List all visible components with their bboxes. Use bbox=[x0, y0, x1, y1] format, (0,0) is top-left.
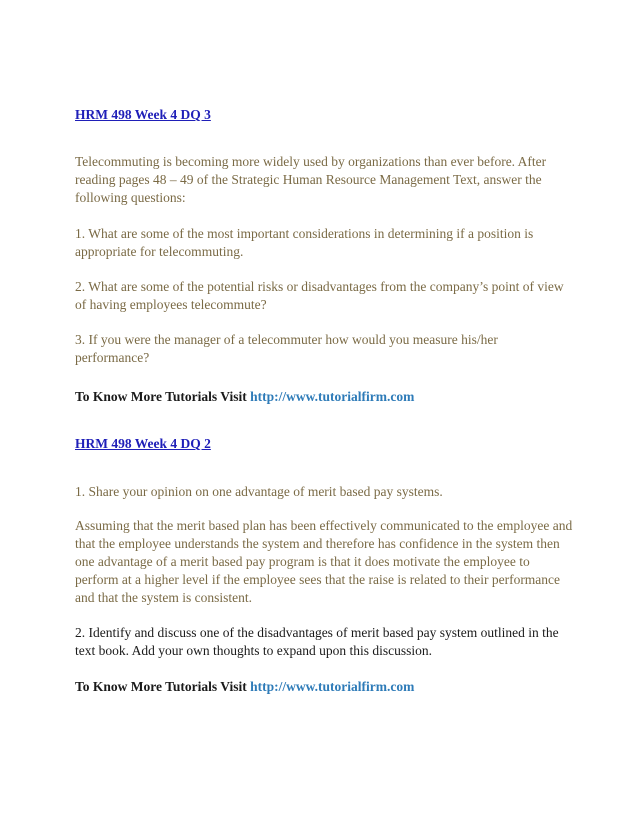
section1-cta-label: To Know More Tutorials Visit bbox=[75, 389, 247, 404]
section1-question-3: 3. If you were the manager of a telecommuter how would you measure his/her performance? bbox=[75, 332, 498, 365]
section2-heading: HRM 498 Week 4 DQ 2 bbox=[75, 436, 211, 451]
section1-question-1: 1. What are some of the most important considerations in determining if a position is appropriate for telecommuting. bbox=[75, 226, 534, 259]
section1-cta bbox=[75, 387, 575, 406]
section1-tutorial-link[interactable]: http://www.tutorialfirm.com bbox=[250, 389, 415, 404]
section2-answer: Assuming that the merit based plan has been effectively communicated to the employee and that the employee understands the system and therefore has confidence in the system then one advantage of a merit based pay program is that it does motivate the employee to perform at a higher level if the employee sees that the raise is related to their performance and that the system is consistent. bbox=[75, 518, 573, 605]
section2-question-1: 1. Share your opinion on one advantage of merit based pay systems. bbox=[75, 484, 443, 499]
section2-tutorial-link[interactable]: http://www.tutorialfirm.com bbox=[250, 679, 415, 694]
section2-cta-label: To Know More Tutorials Visit bbox=[75, 679, 247, 694]
section2-cta bbox=[75, 677, 575, 696]
section1-question-2: 2. What are some of the potential risks or disadvantages from the company’s point of view of having employees telecommute? bbox=[75, 279, 564, 312]
section1-intro: Telecommuting is becoming more widely used by organizations than ever before. After reading pages 48 – 49 of the Strategic Human Resource Management Text, answer the following questions: bbox=[75, 154, 547, 205]
section2-question-2: 2. Identify and discuss one of the disadvantages of merit based pay system outlined in the text book. Add your own thoughts to expand upon this discussion. bbox=[75, 625, 559, 658]
section1-heading: HRM 498 Week 4 DQ 3 bbox=[75, 107, 211, 122]
